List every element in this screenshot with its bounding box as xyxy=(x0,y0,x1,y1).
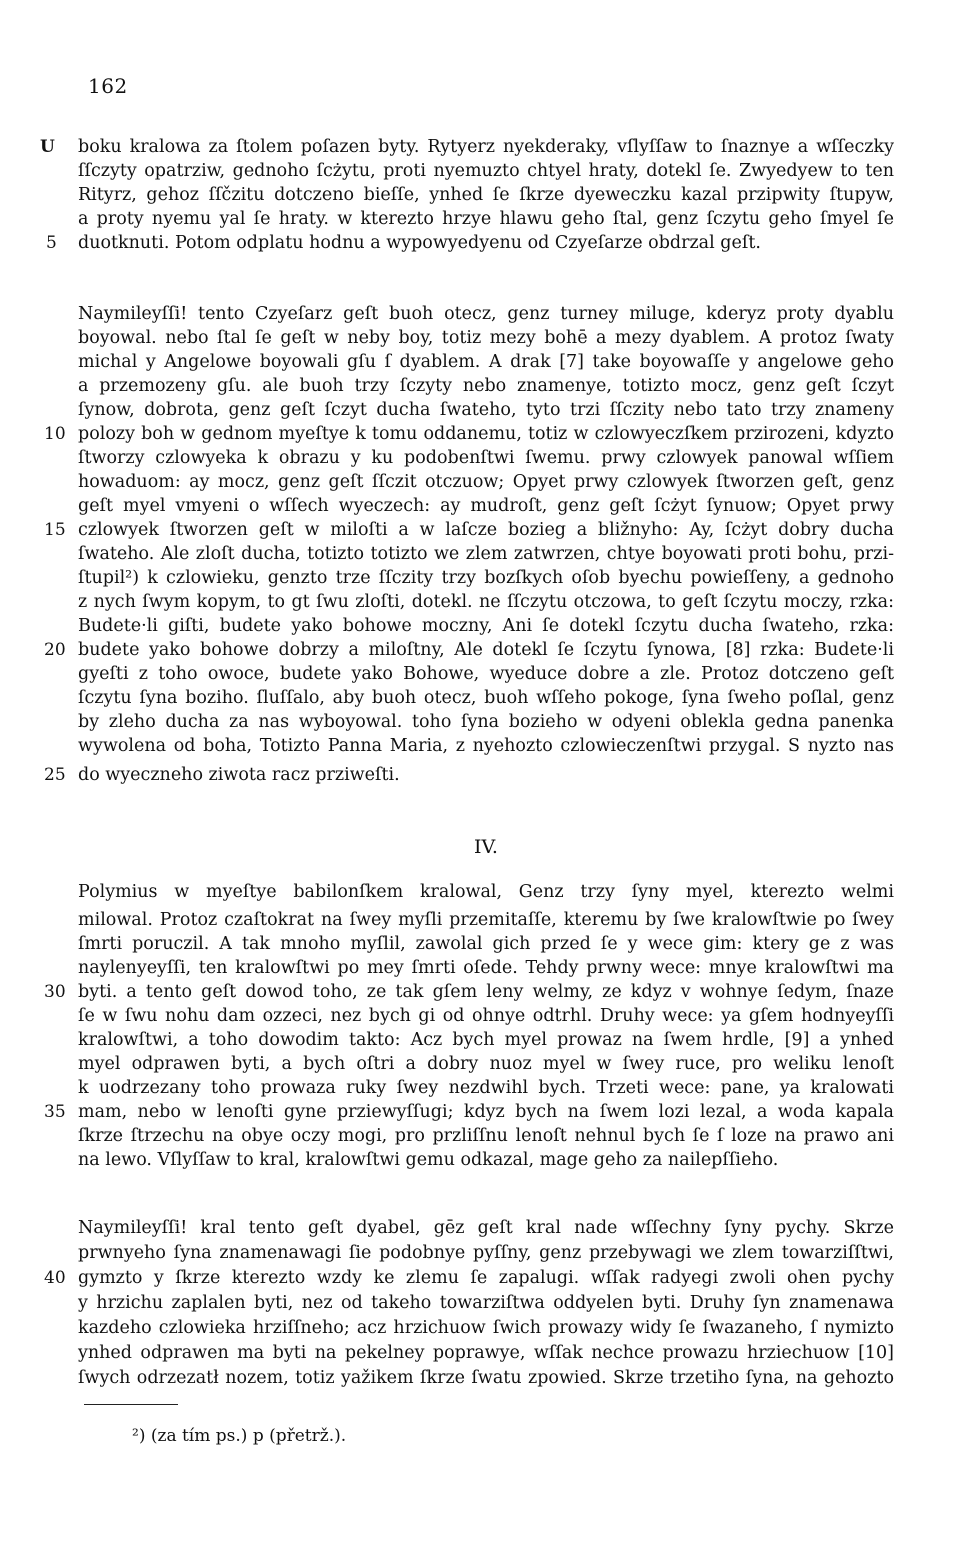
text-line: byti. a tento geſt dowod toho, ze tak gſem leny welmy, ze kdyz v wohnye ſedym, ſnaze xyxy=(78,982,894,1002)
footnote-rule xyxy=(84,1404,178,1405)
text-line: k uodrzezany toho prowaza ruky ſwey nezdwihl bych. Trzeti wece: pane, ya kralowati xyxy=(78,1078,894,1098)
text-line: y hrzichu zaplalen byti, nez od takeho towarziſtwa oddyelen byti. Druhy ſyn znamenawa xyxy=(78,1293,894,1313)
text-line: na lewo. Vſlyſſaw to kral, kralowſtwi gemu odkazal, mage geho za nailepſſieho. xyxy=(78,1150,779,1170)
text-line: by zleho ducha za nas wyboyowal. toho ſyna bozieho w odyeni oblekla gedna panenka xyxy=(78,712,894,732)
text-line: boyowal. nebo ſtal ſe geſt w neby boy, totiz mezy bohē a mezy dyablem. A protoz ſwaty xyxy=(78,328,894,348)
text-line: z nych ſwym kopym, to gt ſwu zloſti, dotekl. ne ſſczytu otczowa, to geſt ſczytu moczy, rzka: xyxy=(78,592,894,612)
line-number: 5 xyxy=(46,233,57,253)
line-number: 25 xyxy=(44,765,66,785)
text-line: duotknuti. Potom odplatu hodnu a wypowyedyenu od Czyeſarze obdrzal geſt. xyxy=(78,233,761,253)
text-line: Budete·li giſti, budete yako bohowe moczny, Ani ſe dotekl ſczytu ducha ſwateho, rzka: xyxy=(78,616,894,636)
text-line: prwnyeho ſyna znamenawagi ſie podobnye pyſſny, genz przebywagi we zlem towarziſſtwi, xyxy=(78,1243,894,1263)
text-line: ſwateho. Ale zloſt ducha, totizto totizto we zlem zatwrzen, chtye boyowati proti bohu, przi- xyxy=(78,544,894,564)
text-line: polozy boh w gednom myeſtye k tomu oddanemu, totiz w czlowyeczſkem przirozeni, kdyzto xyxy=(78,424,894,444)
line-number: 40 xyxy=(44,1268,66,1288)
text-line: a proty nyemu yal ſe hraty. w kterezto hrzye hlawu geho ſtal, genz ſczytu geho ſmyel ſe xyxy=(78,209,894,229)
paragraph-opening: Naymileyſſi! tento Czyeſarz geſt buoh otecz, genz turney miluge, kderyz proty dyablu xyxy=(78,304,894,324)
text-line: kazdeho czlowieka hrziſſneho; acz hrzichuow ſwich prowazy widy ſe ſwazaneho, ſ nymizto xyxy=(78,1318,894,1338)
text-line: czlowyek ſtworzen geſt w miloſti a w laſcze bozieg a bližnyho: Ay, ſcżyt dobry ducha xyxy=(78,520,894,540)
text-line: do wyeczneho ziwota racz prziweſti. xyxy=(78,765,400,785)
text-line: howaduom: ay mocz, genz geſt ſſczit otczuow; Opyet prwy czlowyek ſtworzen geſt, genz xyxy=(78,472,894,492)
text-line: wywolena od boha, Totizto Panna Maria, z nyehozto czlowieczenſtwi przygal. S nyzto nas xyxy=(78,736,894,756)
line-number: 30 xyxy=(44,982,66,1002)
page-number: 162 xyxy=(88,74,128,98)
text-line: gymzto y ſkrze kterezto wzdy ke zlemu ſe zapalugi. wſſak radyegi zwoli ohen pychy xyxy=(78,1268,894,1288)
text-line: a przemozeny gſu. ale buoh trzy ſczyty nebo znamenye, totizto mocz, genz geſt ſczyt xyxy=(78,376,894,396)
text-line: budete yako bohowe dobrzy a miloſtny, Ale dotekl ſe ſczytu ſynowa, [8] rzka: Budete·li xyxy=(78,640,894,660)
text-line: ſmrti poruczil. A tak mnoho myſlil, zawolal gich przed ſe y wece gim: ktery ge z was xyxy=(78,934,894,954)
text-line: ſczytu ſyna boziho. ſluſſalo, aby buoh otecz, buoh wſſeho pokoge, ſyna ſweho poſlal, genz xyxy=(78,688,894,708)
text-line: ſe w ſwu nohu dam ozzeci, nez bych gi od ohnye odtrhl. Druhy wece: ya gſem hodnyeyſſi xyxy=(78,1006,894,1026)
text-line: geſt myel vmyeni o wſſech wyeczech: ay mudroſt, genz geſt ſcżyt ſynuow; Opyet prwy xyxy=(78,496,894,516)
section-heading: IV. xyxy=(474,836,498,858)
text-line: ſtupil²) k czlowieku, genzto trze ſſczity trzy bozſkych oſob byechu powieſſeny, a gednoho xyxy=(78,568,894,588)
text-line: ynhed odprawen ma byti na pekelney poprawye, wſſak nechce prowazu hrziechuow [10] xyxy=(78,1343,894,1363)
text-line: gyeſti z toho owoce, budete yako Bohowe, wyeduce dobre a zle. Protoz dotczeno geſt xyxy=(78,664,894,684)
line-number: 10 xyxy=(44,424,66,444)
text-line: michal y Angelowe boyowali gſu ſ dyablem. A drak [7] take boyowaſſe y angelowe geho xyxy=(78,352,894,372)
text-line: ſynow, dobrota, genz geſt ſczyt ducha ſwateho, tyto trzi ſſczity nebo tato trzy znameny xyxy=(78,400,894,420)
text-line: ſſczyty opatrziw, gednoho ſcżytu, proti nyemuzto chtyel hraty, dotekl ſe. Zwyedyew to ten xyxy=(78,161,894,181)
text-line: ſwych odrzezatł nozem, totiz yažikem ſkrze ſwatu zpowied. Skrze trzetiho ſyna, na gehozto xyxy=(78,1368,894,1388)
paragraph-opening: Naymileyſſi! kral tento geſt dyabel, gēz geſt kral nade wſſechny ſyny pychy. Skrze xyxy=(78,1218,894,1238)
text-line: mam, nebo w lenoſti gyne prziewyſſugi; kdyz bych na ſwem lozi lezal, a woda kapala xyxy=(78,1102,894,1122)
text-line: ſkrze ſtrzechu na obye oczy mogi, pro przliſſnu lenoſt nehnul bych ſe ſ loze na prawo ani xyxy=(78,1126,894,1146)
text-line: naylenyeyſſi, ten kralowſtwi po mey ſmrti oſede. Tehdy prwny wece: mnye kralowſtwi ma xyxy=(78,958,894,978)
line-number: 35 xyxy=(44,1102,66,1122)
margin-mark: U xyxy=(40,137,55,157)
text-line: ſtworzy czlowyeka k obrazu y ku podobenſtwi ſwemu. prwy czlowyek panowal wſſiem xyxy=(78,448,894,468)
text-line: boku kralowa za ſtolem poſazen byty. Rytyerz nyekderaky, vſlyſſaw to ſnaznye a wſſeczky xyxy=(78,137,894,157)
text-line: myel odprawen byti, a bych oſtri a dobry nuoz myel w ſwey ruce, pro weliku lenoſt xyxy=(78,1054,894,1074)
line-number: 15 xyxy=(44,520,66,540)
text-line: kralowſtwi, a toho dowodim takto: Acz bych myel prowaz na ſwem hrdle, [9] a ynhed xyxy=(78,1030,894,1050)
story-title-line: Polymius w myeſtye babilonſkem kralowal, Genz trzy ſyny myel, kterezto welmi xyxy=(78,882,894,902)
text-line: milowal. Protoz czaſtokrat na ſwey myſli przemitaſſe, kteremu by ſwe kralowſtwie po ſwey xyxy=(78,910,894,930)
line-number: 20 xyxy=(44,640,66,660)
text-line: Rityrz, gehoz ſſčzitu dotczeno bieſſe, ynhed ſe ſkrze dyeweczku kazal przipwity ſtupyw, xyxy=(78,185,894,205)
footnote: ²) (za tím ps.) p (přetrž.). xyxy=(132,1426,347,1446)
